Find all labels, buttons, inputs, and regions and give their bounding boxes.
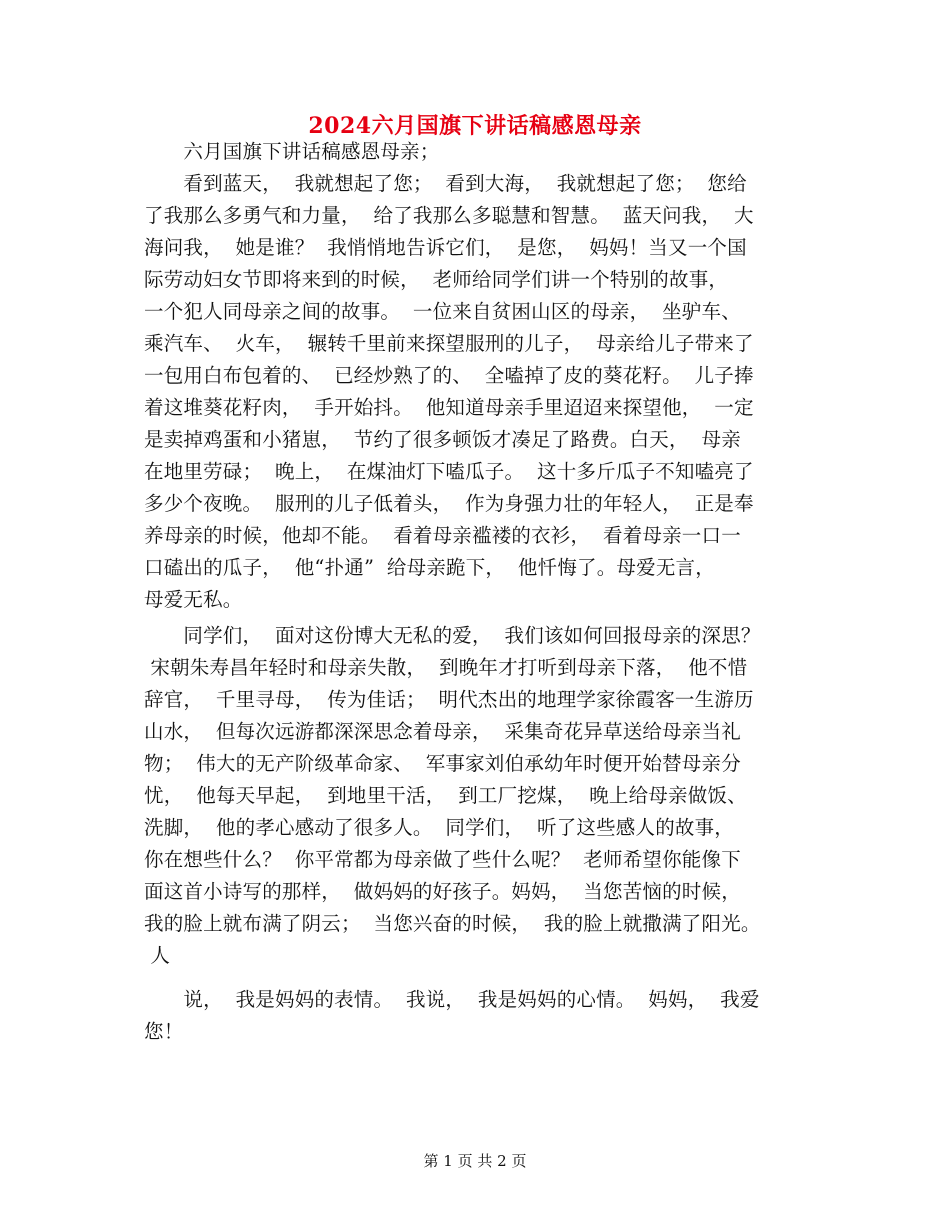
body-line: 山水， 但每次远游都深深思念着母亲， 采集奇花异草送给母亲当礼 <box>144 720 741 743</box>
body-line: 同学们， 面对这份博大无私的爱， 我们该如何回报母亲的深思？ <box>144 624 761 647</box>
body-line: 我的脸上就布满了阴云； 当您兴奋的时候， 我的脸上就撒满了阳光。 <box>144 912 761 935</box>
body-line: 际劳动妇女节即将来到的时候， 老师给同学们讲一个特别的故事， <box>144 268 729 291</box>
body-line: 在地里劳碌； 晚上， 在煤油灯下嗑瓜子。 这十多斤瓜子不知嗑亮了 <box>144 460 754 483</box>
body-line: 养母亲的时候，他却不能。 看着母亲褴褛的衣衫， 看着母亲一口一 <box>144 524 741 547</box>
body-line: 着这堆葵花籽肉， 手开始抖。 他知道母亲手里迢迢来探望他， 一定 <box>144 396 754 419</box>
document-title: 2024六月国旗下讲话稿感恩母亲 <box>308 113 642 139</box>
body-line: 口磕出的瓜子， 他“扑通” 给母亲跪下， 他忏悔了。母爱无言， <box>144 556 715 579</box>
body-line: 面这首小诗写的那样， 做妈妈的好孩子。妈妈， 当您苦恼的时候， <box>144 880 741 903</box>
body-line: 一个犯人同母亲之间的故事。 一位来自贫困山区的母亲， 坐驴车、 <box>144 300 741 323</box>
body-line: 乘汽车、 火车， 辗转千里前来探望服刑的儿子， 母亲给儿子带来了 <box>144 332 754 355</box>
body-line: 是卖掉鸡蛋和小猪崽， 节约了很多顿饭才凑足了路费。白天， 母亲 <box>144 428 741 451</box>
body-line: 一包用白布包着的、 已经炒熟了的、 全嗑掉了皮的葵花籽。 儿子捧 <box>144 364 754 387</box>
body-line: 辞官， 千里寻母， 传为佳话； 明代杰出的地理学家徐霞客一生游历 <box>144 688 754 711</box>
body-line: 说， 我是妈妈的表情。 我说， 我是妈妈的心情。 妈妈， 我爱 <box>144 988 760 1011</box>
body-line: 物； 伟大的无产阶级革命家、 军事家刘伯承幼年时便开始替母亲分 <box>144 752 741 775</box>
body-line: 您！ <box>144 1020 184 1043</box>
body-line: 海问我， 她是谁？ 我悄悄地告诉它们， 是您， 妈妈！当又一个国 <box>144 236 747 259</box>
body-line: 人 <box>144 944 171 967</box>
body-line: 多少个夜晚。 服刑的儿子低着头， 作为身强力壮的年轻人， 正是奉 <box>144 492 754 515</box>
body-line: 你在想些什么？ 你平常都为母亲做了些什么呢？ 老师希望你能像下 <box>144 848 741 871</box>
body-line: 宋朝朱寿昌年轻时和母亲失散， 到晚年才打听到母亲下落， 他不惜 <box>144 656 748 679</box>
body-line: 洗脚， 他的孝心感动了很多人。 同学们， 听了这些感人的故事， <box>144 816 734 839</box>
body-line: 忧， 他每天早起， 到地里干活， 到工厂挖煤， 晚上给母亲做饭、 <box>144 784 747 807</box>
body-line: 母爱无私。 <box>144 588 243 611</box>
body-line: 看到蓝天， 我就想起了您； 看到大海， 我就想起了您； 您给 <box>144 172 747 195</box>
body-line: 了我那么多勇气和力量， 给了我那么多聪慧和智慧。 蓝天问我， 大 <box>144 204 754 227</box>
body-line: 六月国旗下讲话稿感恩母亲； <box>144 140 440 163</box>
page-number-footer: 第 1 页 共 2 页 <box>423 1152 527 1170</box>
